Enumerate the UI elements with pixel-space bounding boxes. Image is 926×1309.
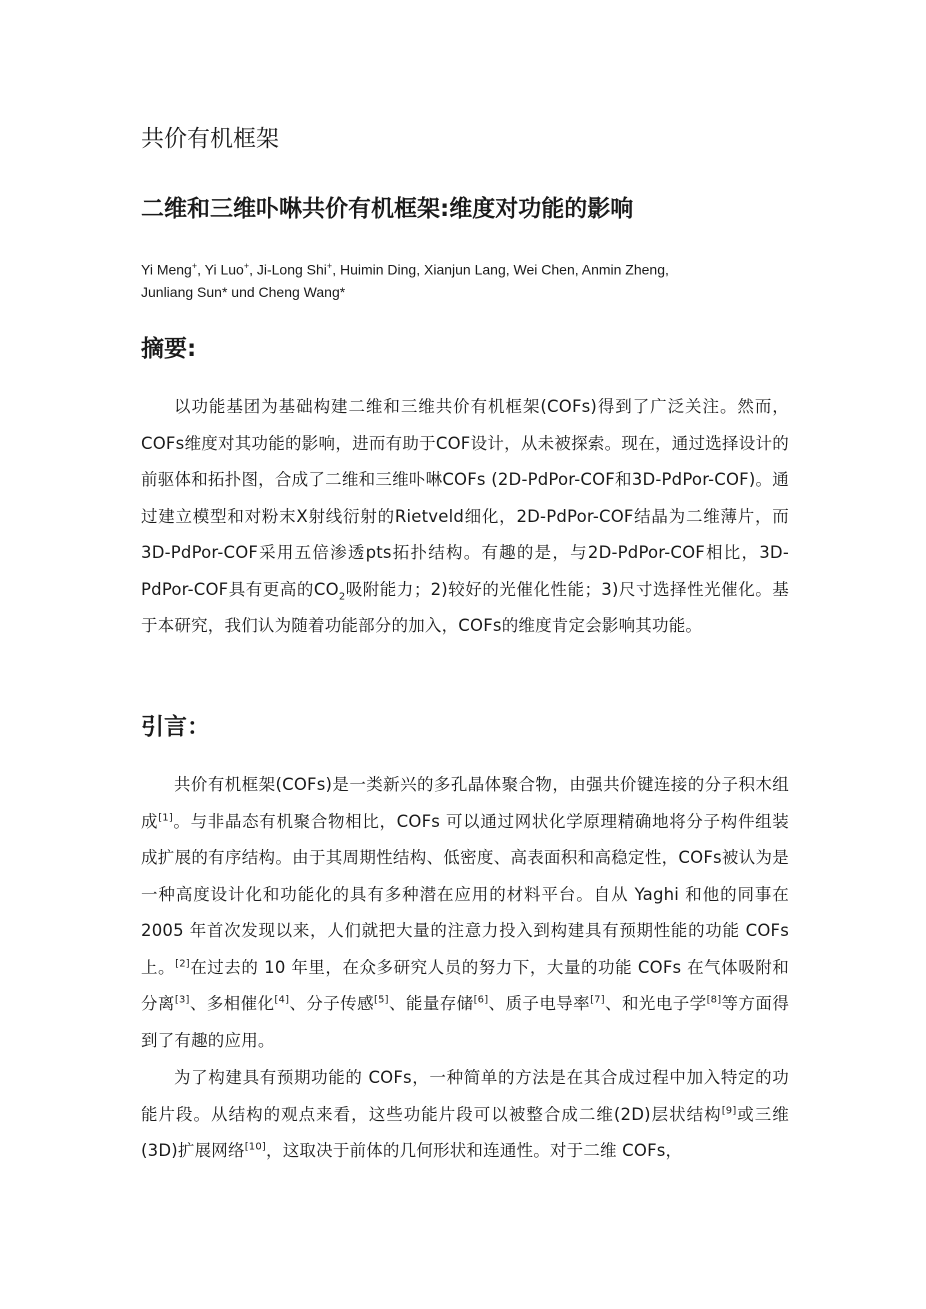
abstract-text: 吸附能力；2)较好的光催化性能；3)尺寸选择性光催化。基于本研究，我们认为随着功能部分的加入，COFs的维度肯定会影响其功能。: [141, 579, 789, 635]
author-mark: +: [243, 261, 250, 271]
author-names-rest: , Huimin Ding, Xianjun Lang, Wei Chen, Anmin Zheng,: [332, 261, 669, 278]
intro-text: 在过去的 10 年里，在众多研究人员的努力下，大量的功能 COFs 在气体吸附和分离: [141, 957, 789, 1013]
citation-ref[interactable]: [7]: [590, 994, 605, 1006]
abstract-text: 以功能基团为基础构建二维和三维共价有机框架(COFs)得到了广泛关注。然而，COFs维度对其功能的影响，进而有助于COF设计，从未被探索。现在，通过选择设计的前驱体和拓扑图，合成了二维和三维卟啉COFs (2D-PdPor-COF和3D-PdPor-COF)。通过建立模型和对粉末X射线衍射的Rietveld细化，2D-PdPor-COF结晶为二维薄片，而3D-PdPor-COF采用五倍渗透pts拓扑结构。有趣的是，与2D-PdPor-COF相比，3D-PdPor-COF具有更高的CO: [141, 397, 789, 599]
citation-ref[interactable]: [1]: [158, 812, 173, 823]
intro-text: 等方面得到了有趣的应用。: [141, 994, 790, 1050]
author-name: Yi Luo: [204, 261, 244, 278]
citation-ref[interactable]: [2]: [175, 958, 190, 969]
intro-text: 。与非晶态有机聚合物相比，COFs 可以通过网状化学原理精确地将分子构件组装成扩展的有序结构。由于其周期性结构、低密度、高表面积和高稳定性，COFs被认为是一种高度设计化和功能化的具有多种潜在应用的材料平台。自从 Yaghi 和他的同事在 2005 年首次发现以来，人们就把大量的注意力投入到构建具有预期性能的功能 COFs 上。: [141, 811, 789, 977]
intro-text: ，这取决于前体的几何形状和连通性。对于二维 COFs，: [266, 1141, 683, 1160]
author-separator: ,: [197, 261, 205, 278]
intro-text: 、分子传感: [289, 994, 374, 1013]
citation-ref[interactable]: [9]: [721, 1105, 737, 1116]
author-list: [141, 255, 801, 303]
intro-text: 或三维(3D)扩展网络: [141, 1104, 790, 1160]
intro-text: 、能量存储: [388, 994, 474, 1013]
section-label: 共价有机框架: [141, 126, 279, 152]
citation-ref[interactable]: [6]: [473, 994, 489, 1006]
author-separator: ,: [249, 261, 257, 278]
paper-title: 二维和三维卟啉共价有机框架:维度对功能的影响: [141, 196, 634, 222]
author-mark: +: [191, 261, 198, 271]
intro-text: 共价有机框架(COFs)是一类新兴的多孔晶体聚合物，由强共价键连接的分子积木组成: [141, 775, 789, 831]
citation-ref[interactable]: [4]: [274, 994, 290, 1006]
citation-ref[interactable]: [5]: [374, 994, 389, 1006]
citation-ref[interactable]: [8]: [706, 994, 722, 1006]
citation-ref[interactable]: [3]: [174, 994, 190, 1006]
abstract-paragraph: [141, 389, 789, 645]
subscript: 2: [338, 590, 346, 602]
intro-text: 为了构建具有预期功能的 COFs，一种简单的方法是在其合成过程中加入特定的功能片段。从结构的观点来看，这些功能片段可以被整合成二维(2D)层状结构: [141, 1068, 789, 1124]
intro-text: 、质子电导率: [488, 994, 591, 1013]
author-name: Ji-Long Shi: [256, 261, 327, 278]
intro-heading: 引言：: [141, 714, 210, 740]
intro-paragraph-2: [141, 1060, 789, 1170]
intro-text: 、和光电子学: [604, 994, 707, 1013]
citation-ref[interactable]: [10]: [244, 1141, 267, 1153]
intro-paragraph-1: [141, 767, 789, 1059]
intro-text: 、多相催化: [189, 994, 275, 1013]
author-names-line2: Junliang Sun* und Cheng Wang*: [141, 283, 346, 300]
author-name: Yi Meng: [141, 261, 192, 278]
abstract-heading: 摘要:: [141, 336, 197, 362]
author-mark: +: [326, 261, 333, 271]
